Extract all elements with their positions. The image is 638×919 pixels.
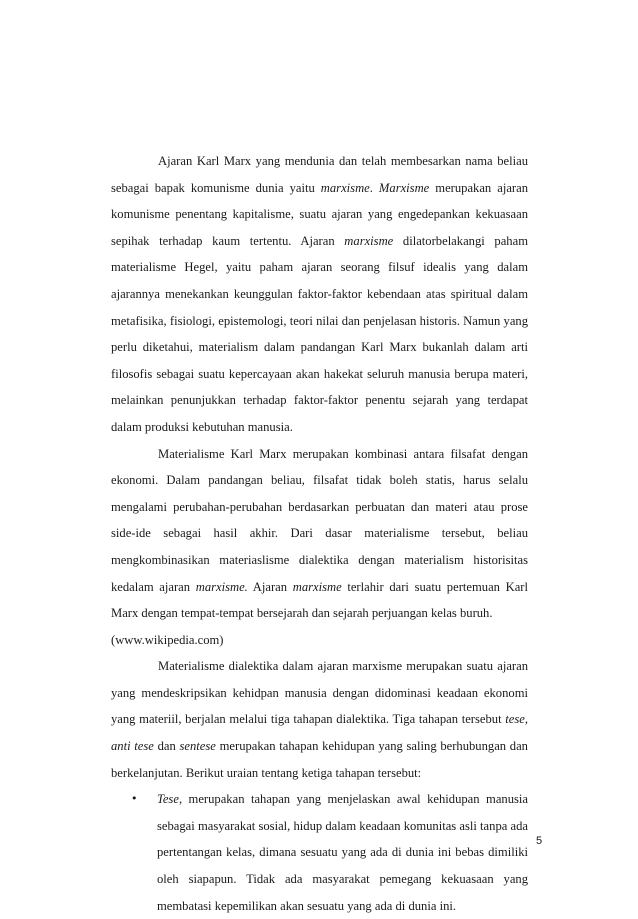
text-run: Ajaran Karl Marx yang mendunia dan telah membesarkan nama beliau sebagai bapak komunisme dunia yaitu [111,154,528,195]
text-run: Materialisme Karl Marx merupakan kombinasi antara filsafat dengan ekonomi. Dalam pandangan beliau, filsafat tidak boleh statis, harus selalu mengalami perubahan-perubahan berdasarkan perbuatan dan materi atau prose side-ide sebagai hasil akhir. Dari dasar materialisme tersebut, beliau mengkombinasikan materiaslisme dialektika dengan materialism historisitas kedalam ajaran [111,446,528,594]
page-number: 5 [536,835,543,847]
text-run: Materialisme dialektika dalam ajaran marxisme merupakan suatu ajaran yang mendeskripsikan kehidpan manusia dengan didominasi keadaan ekonomi yang materiil, berjalan melalui tiga tahapan dialektika. Tiga tahapan tersebut [111,659,528,727]
text-run: . [369,180,379,195]
paragraph [111,441,528,627]
paragraph [111,627,528,654]
text-run: (www.wikipedia.com) [111,632,224,647]
italic-term: marxisme [320,180,370,195]
italic-term: tese, anti tese [111,712,528,754]
paragraph [111,653,528,786]
italic-term: Marxisme [378,180,430,195]
italic-term: marxisme. [195,579,248,594]
text-run: dilatorbelakangi paham materialisme Hegel, yaitu paham ajaran seorang filsuf idealis yang dalam ajarannya menekankan keunggulan faktor-faktor kebendaan atas spiritual dalam metafisika, fisiologi, epistemologi, teori nilai dan penjelasan historis. Namun yang perlu diketahui, materialism dalam pandangan Karl Marx bukanlah dalam arti filosofis sebagai suatu kepercayaan akan hakekat seluruh manusia berupa materi, melainkan penunjukkan terhadap faktor-faktor penentu sejarah yang terdapat dalam produksi kebutuhan manusia. [111,233,528,434]
italic-term: Tese [157,792,179,807]
bullet-dot-icon: • [131,792,138,806]
text-run: , merupakan tahapan yang menjelaskan awal kehidupan manusia sebagai masyarakat sosial, hidup dalam keadaan komunitas asli tanpa ada pertentangan kelas, dimana sesuatu yang ada di dunia ini bebas dimiliki oleh siapapun. Tidak ada masyarakat pemegang kekuasaan yang membatasi kepemilikan akan sesuatu yang ada di dunia ini. [157,792,528,913]
text-run: dan [153,739,180,754]
italic-term: marxisme [344,233,394,248]
text-run: terlahir dari suatu pertemuan Karl Marx dengan tempat-tempat bersejarah dan sejarah perjuangan kelas buruh. [111,579,528,621]
text-run: merupakan tahapan kehidupan yang saling berhubungan dan berkelanjutan. Berikut uraian tentang ketiga tahapan tersebut: [111,739,528,780]
paragraph [111,148,528,441]
italic-term: marxisme [292,579,342,594]
bullet-list [111,786,528,919]
body-text [111,148,528,919]
list-item [131,786,528,919]
text-run: Ajaran [247,579,293,594]
text-run: merupakan ajaran komunisme penentang kapitalisme, suatu ajaran yang engedepankan kekuasaan sepihak terhadap kaum tertentu. Ajaran [111,180,528,248]
italic-term: sentese [179,739,216,754]
